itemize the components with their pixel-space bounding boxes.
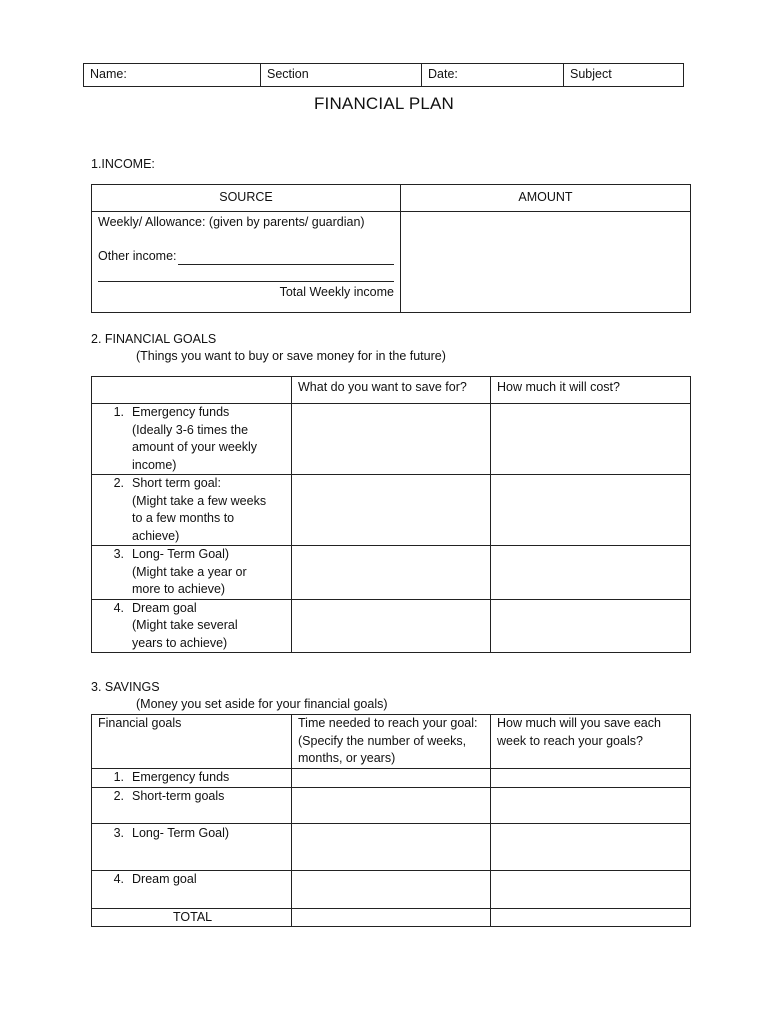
savings-3-time-cell[interactable] <box>292 823 491 870</box>
goal-4-what-cell[interactable] <box>292 599 491 653</box>
goals-subheading: (Things you want to buy or save money for in the future) <box>136 349 446 363</box>
income-table <box>91 184 691 313</box>
subject-label: Subject <box>570 67 612 82</box>
goal-3-num: 3. <box>113 547 124 561</box>
income-total-label: Total Weekly income <box>279 285 394 299</box>
savings-3-label: Long- Term Goal) <box>132 825 230 840</box>
goal-1-line-2: (Ideally 3-6 times the <box>132 422 249 437</box>
page-title: FINANCIAL PLAN <box>313 94 455 113</box>
income-heading: 1.INCOME: <box>91 157 155 171</box>
income-other-label: Other income: <box>98 248 177 263</box>
date-field[interactable] <box>422 64 564 87</box>
savings-row-3-label <box>92 823 292 870</box>
goal-4-line-1: Dream goal <box>132 600 197 615</box>
savings-col-save-line-1: How much will you save each <box>497 716 661 730</box>
savings-4-save-cell[interactable] <box>491 870 691 908</box>
subject-field[interactable] <box>564 64 684 87</box>
goal-4-cost-cell[interactable] <box>491 599 691 653</box>
goal-4-line-2: (Might take several <box>132 618 238 632</box>
name-label: Name: <box>90 67 127 82</box>
goal-row-1-label <box>92 404 292 475</box>
goal-3-line-2: (Might take a year or <box>132 564 247 579</box>
savings-1-label: Emergency funds <box>132 770 230 784</box>
goals-table <box>91 376 691 653</box>
date-label: Date: <box>428 67 458 82</box>
goal-3-cost-cell[interactable] <box>491 546 691 600</box>
savings-total-save-cell[interactable] <box>491 908 691 927</box>
goal-1-line-1: Emergency funds <box>132 405 230 419</box>
savings-row-1-label <box>92 769 292 788</box>
goal-2-what-cell[interactable] <box>292 475 491 546</box>
section-field[interactable] <box>261 64 422 87</box>
savings-col-time-line-2: (Specify the number of weeks, <box>298 733 467 748</box>
savings-subheading: (Money you set aside for your financial goals) <box>136 697 388 711</box>
goal-3-line-1: Long- Term Goal) <box>132 547 230 561</box>
goal-row-3-label <box>92 546 292 600</box>
goal-1-cost-cell[interactable] <box>491 404 691 475</box>
savings-4-num: 4. <box>113 871 124 886</box>
savings-heading: 3. SAVINGS <box>91 680 160 694</box>
section-label: Section <box>267 67 309 82</box>
savings-2-label: Short-term goals <box>132 788 225 803</box>
goals-col-blank <box>92 377 292 404</box>
goal-2-cost-cell[interactable] <box>491 475 691 546</box>
income-source-cell <box>92 212 401 313</box>
goal-1-line-3: amount of your weekly <box>132 440 258 454</box>
savings-total-label <box>92 908 292 927</box>
savings-total-text: TOTAL <box>173 909 213 924</box>
goal-3-what-cell[interactable] <box>292 546 491 600</box>
goal-2-line-1: Short term goal: <box>132 476 221 490</box>
goal-2-line-2: (Might take a few weeks <box>132 493 267 508</box>
name-field[interactable] <box>84 64 261 87</box>
savings-total-time-cell[interactable] <box>292 908 491 927</box>
savings-col-save <box>491 715 691 769</box>
goal-2-num: 2. <box>113 476 124 490</box>
goal-2-line-3: to a few months to <box>132 511 235 525</box>
goal-row-2-label <box>92 475 292 546</box>
savings-col-time-line-3: months, or years) <box>298 751 396 765</box>
savings-4-label: Dream goal <box>132 871 197 886</box>
savings-2-save-cell[interactable] <box>491 787 691 823</box>
savings-row-2-label <box>92 787 292 823</box>
savings-row-4-label <box>92 870 292 908</box>
income-col-source: SOURCE <box>92 185 401 212</box>
income-other-line[interactable] <box>178 252 394 265</box>
goal-3-line-3: more to achieve) <box>132 582 226 596</box>
goals-heading: 2. FINANCIAL GOALS <box>91 332 217 346</box>
goals-col-what: What do you want to save for? <box>292 377 491 404</box>
savings-col-time <box>292 715 491 769</box>
goal-4-num: 4. <box>113 600 124 615</box>
savings-3-num: 3. <box>113 825 124 840</box>
income-amount-cell[interactable] <box>401 212 691 313</box>
goal-2-line-4: achieve) <box>132 528 180 543</box>
goals-col-cost: How much it will cost? <box>491 377 691 404</box>
income-weekly-label: Weekly/ Allowance: (given by parents/ guardian) <box>98 215 365 229</box>
savings-2-time-cell[interactable] <box>292 787 491 823</box>
goal-1-line-4: income) <box>132 457 177 472</box>
income-other-line-2[interactable] <box>98 269 394 282</box>
goal-1-what-cell[interactable] <box>292 404 491 475</box>
savings-1-time-cell[interactable] <box>292 769 491 788</box>
savings-3-save-cell[interactable] <box>491 823 691 870</box>
savings-col-save-line-2: week to reach your goals? <box>497 733 643 748</box>
savings-2-num: 2. <box>113 788 124 803</box>
goal-4-line-3: years to achieve) <box>132 635 228 650</box>
savings-1-save-cell[interactable] <box>491 769 691 788</box>
goal-1-num: 1. <box>113 405 124 419</box>
savings-col-goals: Financial goals <box>92 715 292 769</box>
savings-col-time-line-1: Time needed to reach your goal: <box>298 716 478 730</box>
savings-4-time-cell[interactable] <box>292 870 491 908</box>
goal-row-4-label <box>92 599 292 653</box>
savings-table <box>91 714 691 927</box>
income-col-amount: AMOUNT <box>401 185 691 212</box>
savings-1-num: 1. <box>113 770 124 784</box>
header-table <box>83 63 684 87</box>
